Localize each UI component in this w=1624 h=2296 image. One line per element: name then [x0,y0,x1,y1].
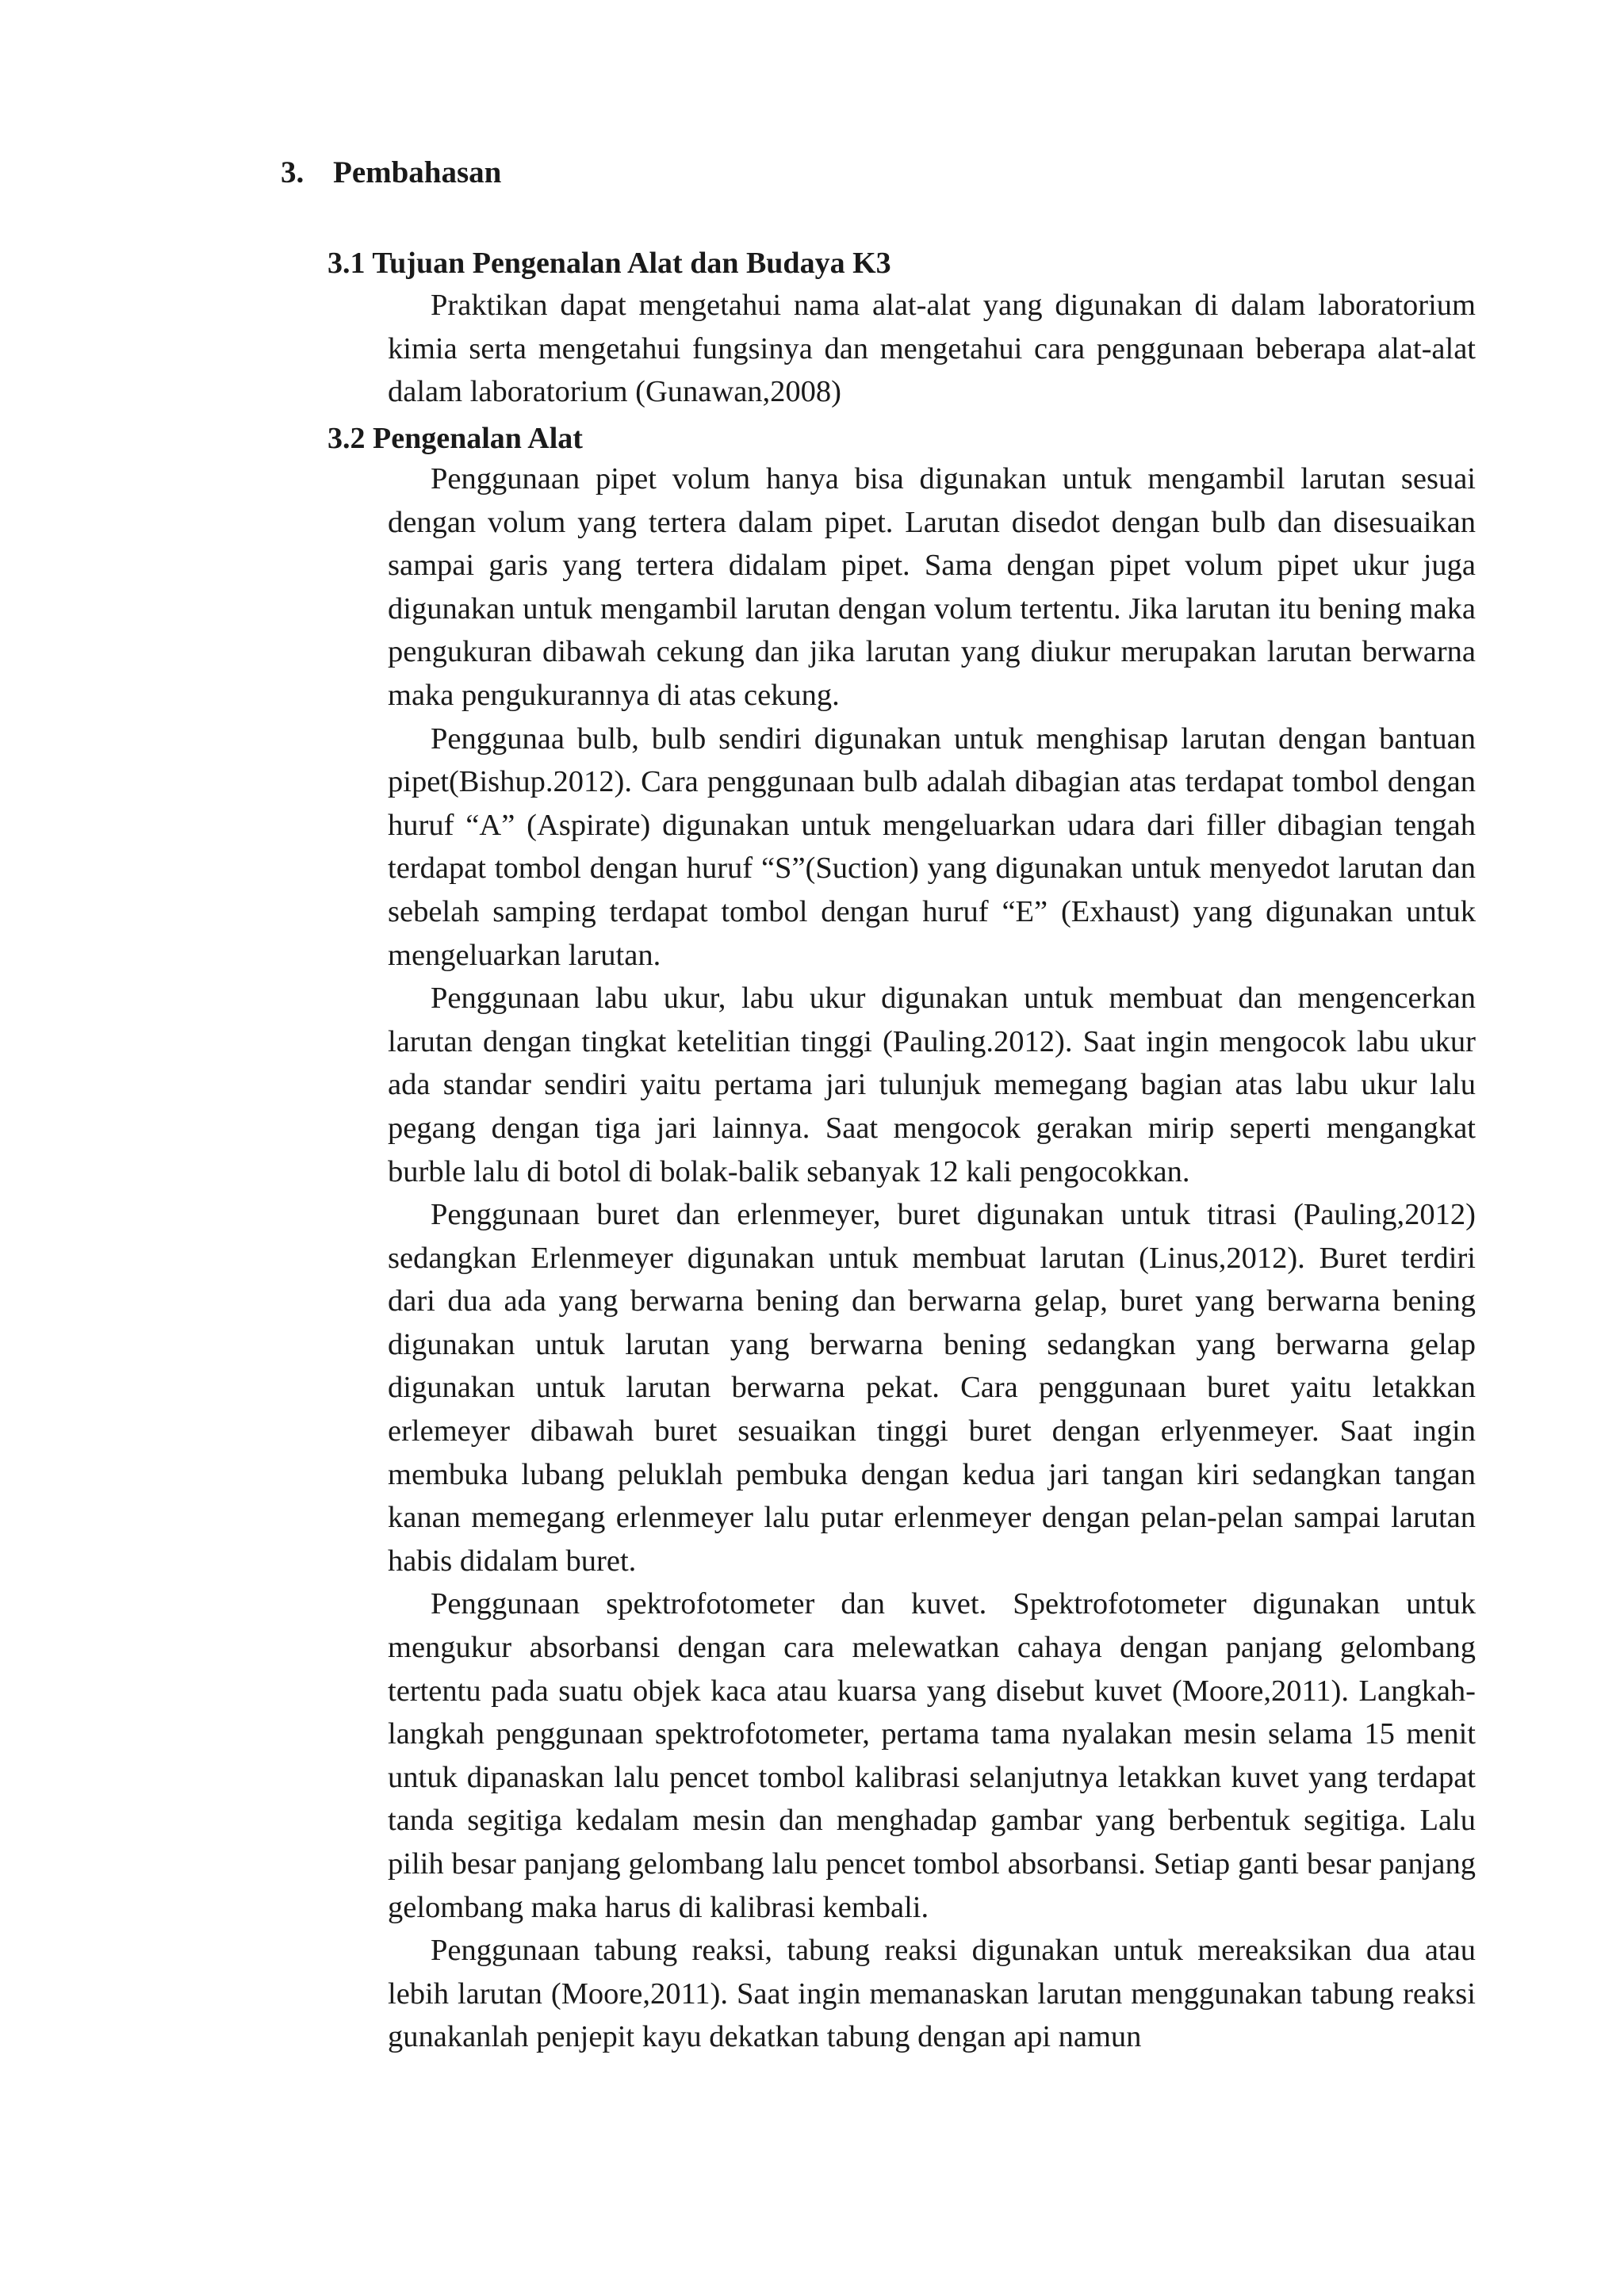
section-title: Pembahasan [333,155,502,189]
subsection-heading-3-1: 3.1 Tujuan Pengenalan Alat dan Budaya K3 [327,247,891,280]
section-number: 3. [281,155,304,189]
paragraph: Praktikan dapat mengetahui nama alat-alat yang digunakan di dalam laboratorium kimia serta mengetahui fungsinya dan mengetahui cara penggunaan beberapa alat-alat dalam laboratorium (Gunawan,2008) [388,289,1476,409]
paragraph: Penggunaan tabung reaksi, tabung reaksi digunakan untuk mereaksikan dua atau lebih larutan (Moore,2011). Saat ingin memanaskan larutan menggunakan tabung reaksi gunakanlah penjepit kayu dekatkan tabung dengan api namun [388,1934,1476,2054]
section-heading [281,152,501,193]
subsection-3-2-body [388,457,1476,2059]
subsection-3-1-body [388,284,1476,414]
paragraph: Penggunaan buret dan erlenmeyer, buret digunakan untuk titrasi (Pauling,2012) sedangkan Erlenmeyer digunakan untuk membuat larutan (Linus,2012). Buret terdiri dari dua ada yang berwarna bening dan berwarna gelap, buret yang berwarna bening digunakan untuk larutan yang berwarna bening sedangkan yang berwarna gelap digunakan untuk larutan berwarna pekat. Cara penggunaan buret yaitu letakkan erlemeyer dibawah buret sesuaikan tinggi buret dengan erlyenmeyer. Saat ingin membuka lubang peluklah pembuka dengan kedua jari tangan kiri sedangkan tangan kanan memegang erlenmeyer lalu putar erlenmeyer dengan pelan-pelan sampai larutan habis didalam buret. [388,1198,1476,1578]
paragraph: Penggunaan pipet volum hanya bisa digunakan untuk mengambil larutan sesuai dengan volum yang tertera dalam pipet. Larutan disedot dengan bulb dan disesuaikan sampai garis yang tertera didalam pipet. Sama dengan pipet volum pipet ukur juga digunakan untuk mengambil larutan dengan volum tertentu. Jika larutan itu bening maka pengukuran dibawah cekung dan jika larutan yang diukur merupakan larutan berwarna maka pengukurannya di atas cekung. [388,462,1476,712]
paragraph: Penggunaan labu ukur, labu ukur digunakan untuk membuat dan mengencerkan larutan dengan tingkat ketelitian tinggi (Pauling.2012). Saat ingin mengocok labu ukur ada standar sendiri yaitu pertama jari tulunjuk memegang bagian atas labu ukur lalu pegang dengan tiga jari lainnya. Saat mengocok gerakan mirip seperti mengangkat burble lalu di botol di bolak-balik sebanyak 12 kali pengocokkan. [388,982,1476,1188]
paragraph: Penggunaan spektrofotometer dan kuvet. Spektrofotometer digunakan untuk mengukur absorbansi dengan cara melewatkan cahaya dengan panjang gelombang tertentu pada suatu objek kaca atau kuarsa yang disebut kuvet (Moore,2011). Langkah-langkah penggunaan spektrofotometer, pertama tama nyalakan mesin selama 15 menit untuk dipanaskan lalu pencet tombol kalibrasi selanjutnya letakkan kuvet yang terdapat tanda segitiga kedalam mesin dan menghadap gambar yang berbentuk segitiga. Lalu pilih besar panjang gelombang lalu pencet tombol absorbansi. Setiap ganti besar panjang gelombang maka harus di kalibrasi kembali. [388,1587,1476,1924]
paragraph: Penggunaa bulb, bulb sendiri digunakan untuk menghisap larutan dengan bantuan pipet(Bishup.2012). Cara penggunaan bulb adalah dibagian atas terdapat tombol dengan huruf “A” (Aspirate) digunakan untuk mengeluarkan udara dari filler dibagian tengah terdapat tombol dengan huruf “S”(Suction) yang digunakan untuk menyedot larutan dan sebelah samping terdapat tombol dengan huruf “E” (Exhaust) yang digunakan untuk mengeluarkan larutan. [388,721,1476,972]
subsection-heading-3-2: 3.2 Pengenalan Alat [327,422,583,455]
